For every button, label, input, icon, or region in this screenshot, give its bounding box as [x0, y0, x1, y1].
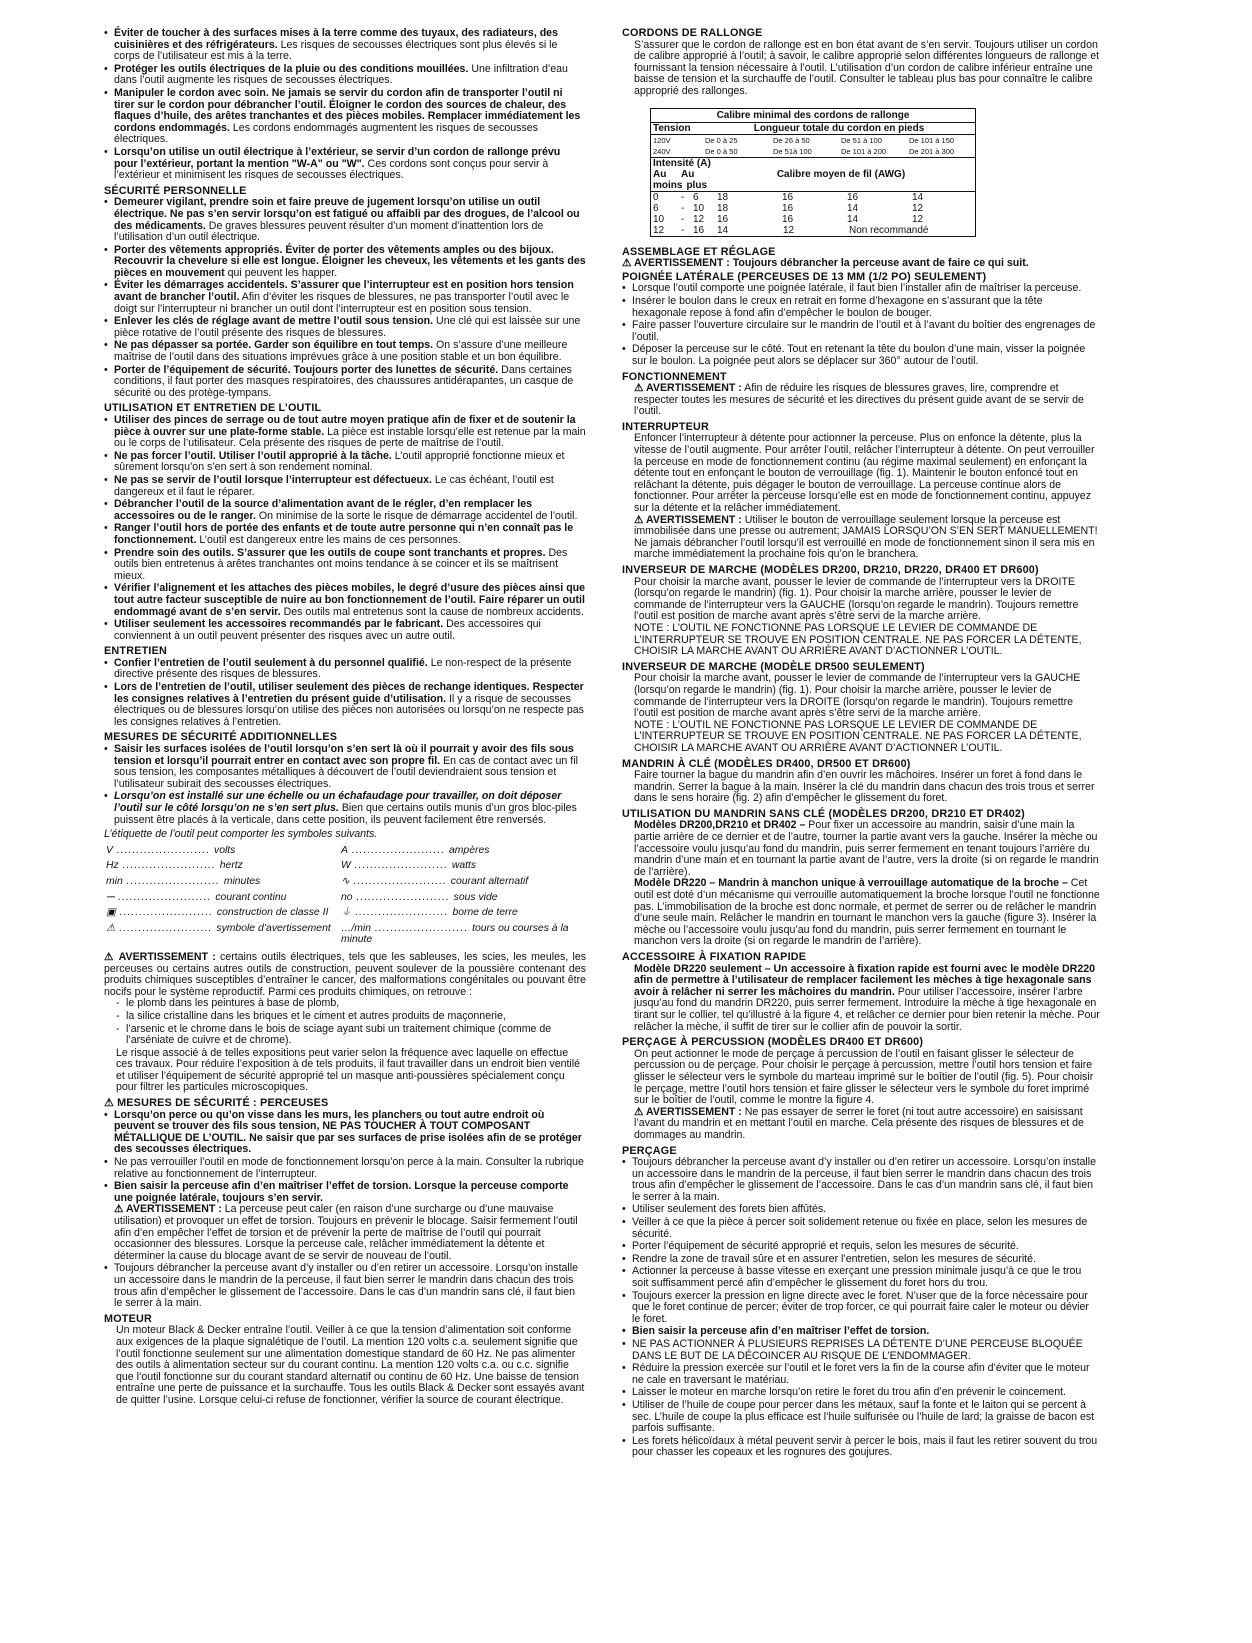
list-item: • Manipuler le cordon avec soin. Ne jamais se servir du cordon afin de transporter l’outil ni tirer sur le cordon pour débrancher l’outil. Éloigner le cordon des sources de chaleur, des flaques d’huile, des arêtes tranchantes et des pièces mobiles. Remplacer immédiatement les cordons endommagés. Les cordons endommagés augmentent les risques de secousses électriques. — [104, 88, 586, 146]
section-heading: ASSEMBLAGE ET RÉGLAGE — [622, 245, 776, 258]
right-column — [622, 28, 1100, 1460]
hammer-drilling-warning: ⚠ AVERTISSEMENT : Ne pas essayer de serrer le foret (ni tout autre accessoire) en saisissant l’avant du mandrin et en mettant l’outil en marche. Cela présente des risques de blessures et de dommages au mandrin. — [634, 1105, 1084, 1141]
list-item: • Utiliser seulement les accessoires recommandés par le fabricant. Des accessoires qui conviennent à un outil peuvent présenter des risques avec un autre outil. — [104, 619, 586, 642]
section-heading: PERÇAGE À PERCUSSION (MODÈLES DR400 ET DR600) — [622, 1036, 924, 1049]
list-item: • Lorsqu’on utilise un outil électrique à l’extérieur, se servir d’un cordon de rallonge prévu pour l’extérieur, portant la mention "W-A" ou "W". Ces cordons sont conçus pour servir à l’extérieur et minimisent les risques de secousses électriques. — [104, 147, 586, 182]
symbol-cell: ▣ ........................ construction de classe II — [106, 907, 329, 919]
hammer-drilling-paragraph: On peut actionner le mode de perçage à percussion de l’outil en faisant glisser le sélecteur de percussion ou de perçage. Pour choisir le perçage à percussion, mettre l’outil hors tension et faire glisser le sélecteur vers le symbole du marteau imprimé sur le boîtier de l’outil (fig. 5). Pour choisir le perçage, mettre l’outil hors tension et faire glisser le sélecteur vers le symbole du foret imprimé sur le boîtier de l’outil, comme le montre la figure 4. — [634, 1047, 1094, 1107]
symbol-cell: A ........................ ampères — [341, 844, 490, 856]
list-item: • Toujours exercer la pression en ligne directe avec le foret. N’user que de la force nécessaire pour que le foret continue de percer; éviter de trop forcer, ce qui pourrait faire caler le moteur ou dévier le foret. — [622, 1291, 1100, 1326]
additional-measures-list — [104, 744, 586, 826]
tool-use-list — [104, 415, 586, 642]
list-item: • Actionner la perceuse à basse vitesse en exerçant une pression minimale jusqu’à ce que le trou soit suffisamment percé afin d’empêcher le glissement du foret hors du trou. — [622, 1266, 1100, 1289]
left-column — [104, 28, 586, 1407]
list-item: • Demeurer vigilant, prendre soin et faire preuve de jugement lorsqu’on utilise un outil électrique. Ne pas s’en servir lorsqu’on est fatigué ou affaibli par des drogues, de l’alcool ou des médicaments. De graves blessures peuvent résulter d’un moment d’inattention lors de l’utilisation d’un outil électrique. — [104, 197, 586, 243]
electrical-safety-list — [104, 28, 586, 182]
list-item: • Protéger les outils électriques de la pluie ou des conditions mouillées. Une infiltration d’eau dans l’outil augmente les risques de secousses électriques. — [104, 64, 586, 87]
cord-gauge-table — [650, 108, 976, 237]
table-row: 0 - 6 18 16 16 14 — [651, 191, 975, 203]
list-item: • Prendre soin des outils. S’assurer que les outils de coupe sont tranchants et propres. Des outils bien entretenus à arêtes tranchantes ont moins tendance à se coincer et ils se maîtrisent mieux. — [104, 548, 586, 583]
list-item: • Toujours débrancher la perceuse avant d’y installer ou d’en retirer un accessoire. Lorsqu’on installe un accessoire dans le mandrin de la perceuse, il faut bien serrer le mandrin dans chacun des trois trous afin d’empêcher le glissement de l’accessoire. Dans le cas d’un mandrin sans clé, il faut bien le serrer à la main. — [104, 1263, 586, 1309]
list-item: • Toujours débrancher la perceuse avant d’y installer ou d’en retirer un accessoire. Lorsqu’on installe un accessoire dans le mandrin de la perceuse, il faut bien serrer le mandrin dans chacun des trois trous afin d’empêcher le glissement de l’accessoire. Dans le cas d’un mandrin sans clé, il faut bien le serrer à la main. — [622, 1157, 1100, 1203]
list-item: • Rendre la zone de travail sûre et en assurer l’entretien, selon les mesures de sécurité. — [622, 1254, 1100, 1266]
symbol-cell: …/min ........................ tours ou courses à la minute — [341, 922, 569, 946]
list-item: • Utiliser des pinces de serrage ou de tout autre moyen pratique afin de fixer et de soutenir la pièce à ouvrer sur une plate-forme stable. La pièce est instable lorsqu’elle est retenue par la main ou le corps de l’utilisateur. Cela présente des risques de perte de maîtrise de l’outil. — [104, 415, 586, 450]
section-heading: INTERRUPTEUR — [622, 420, 709, 433]
personal-safety-list — [104, 197, 586, 399]
list-item: • Utiliser seulement des forets bien affûtés. — [622, 1204, 1100, 1216]
warning-label: ⚠ AVERTISSEMENT : — [104, 950, 216, 963]
maintenance-list — [104, 658, 586, 729]
assembly-warning: ⚠ AVERTISSEMENT : Toujours débrancher la perceuse avant de faire ce qui suit. — [622, 257, 1029, 270]
symbols-intro: L’étiquette de l’outil peut comporter les symboles suivants. — [104, 828, 378, 841]
table-row — [104, 843, 574, 859]
symbol-cell: Hz ........................ hertz — [106, 860, 243, 872]
table-row: Intensité (A) — [651, 157, 975, 169]
list-item: • NE PAS ACTIONNER À PLUSIEURS REPRISES LA DÉTENTE D’UNE PERCEUSE BLOQUÉE DANS LE BUT DE LA DÉCOINCER AU RISQUE DE L’ENDOMMAGER. — [622, 1339, 1100, 1362]
section-heading: CORDONS DE RALLONGE — [622, 27, 763, 39]
list-item: • Les forets hélicoïdaux à métal peuvent servir à percer le bois, mais il faut les retirer souvent du trou pour chasser les copeaux et les rognures des goujures. — [622, 1436, 1100, 1459]
list-item: • Vérifier l’alignement et les attaches des pièces mobiles, le degré d’usure des pièces ainsi que tout autre facteur susceptible de nuire au bon fonctionnement de l’outil. Faire réparer un outil endommagé avant de s’en servir. Des outils mal entretenus sont la cause de nombreux accidents. — [104, 583, 586, 618]
quick-release-paragraph: Modèle DR220 seulement – Un accessoire à fixation rapide est fourni avec le modèle DR220 afin de permettre à l’utilisateur de remplacer facilement les mèches à tige hexagonale sans avoir à relâcher ni serrer les mâchoires du mandrin. Pour utiliser l’accessoire, insérer l’arbre jusqu’au fond du mandrin DR220, puis serrer fermement. Introduire la mèche à tige hexagonale en tirant sur le collier, tel qu’illustré à la figure 4, et relâcher ce dernier pour bien retenir la mèche. Pour relâcher la mèche, il suffit de tirer sur le collier afin de pouvoir la sortir. — [634, 962, 1100, 1033]
section-heading: UTILISATION ET ENTRETIEN DE L’OUTIL — [104, 402, 322, 415]
section-heading: FONCTIONNEMENT — [622, 370, 727, 383]
list-item: • Débrancher l’outil de la source d’alimentation avant de le régler, d’en remplacer les accessoires ou de le ranger. On minimise de la sorte le risque de démarrage accidentel de l’outil. — [104, 499, 586, 522]
table-row: moins plus — [653, 179, 708, 191]
side-handle-list — [622, 283, 1100, 367]
symbol-cell: V ........................ volts — [106, 844, 236, 856]
symbol-cell: no ........................ sous vide — [341, 891, 498, 903]
list-item: • Bien saisir la perceuse afin d’en maîtriser l’effet de torsion. Lorsque la perceuse comporte une poignée latérale, toujours s’en servir. ⚠ AVERTISSEMENT : La perceuse peut caler (en raison d’une surcharge ou d’une mauvaise utilisation) et provoquer un effet de torsion. Toujours en prévenir le blocage. Saisir fermement l’outil afin d’en empêcher l’effet de torsion et de prévenir la perte de maîtrise de l’outil qui pourrait occasionner des blessures. Lorsque la perceuse cale, relâcher immédiatement la détente et déterminer la cause du blocage avant de se servir de nouveau de l’outil. — [104, 1181, 586, 1262]
warning-after: Le risque associé à de telles expositions peut varier selon la fréquence avec laquelle on effectue ces travaux. Pour réduire l’exposition à de tels produits, il faut travailler dans un endroit bien ventilé et utiliser l’équipement de sécurité approprié tel un masque anti-poussières spécialement conçu pour filtrer les particules microscopiques. — [116, 1046, 581, 1094]
table-row — [104, 905, 574, 921]
symbol-cell: ⎓ ........................ courant continu — [106, 891, 287, 903]
table-row — [104, 858, 574, 874]
list-item: • Ne pas dépasser sa portée. Garder son équilibre en tout temps. On s’assure d’une meilleure maîtrise de l’outil dans des situations imprévues grâce à une position stable et un bon équilibre. — [104, 340, 586, 363]
reverse-paragraph-2: Pour choisir la marche avant, pousser le levier de commande de l’interrupteur vers la GAUCHE (lorsqu’on regarde le mandrin) (fig. 1). Pour choisir la marche arrière, pousser le levier de commande de l’interrupteur vers la DROITE (lorsqu’on regarde le mandrin). Toujours remettre l’outil est position de marche avant après s’être servi de la marche arrière. — [634, 672, 1081, 720]
list-item: • Lorsque l’outil comporte une poignée latérale, il faut bien l’installer afin de maîtriser la perceuse. — [622, 283, 1100, 295]
list-item: • Veiller à ce que la pièce à percer soit solidement retenue ou fixée en place, selon les mesures de sécurité. — [622, 1217, 1100, 1240]
list-item: • Porter des vêtements appropriés. Éviter de porter des vêtements amples ou des bijoux. Recouvrir la chevelure si elle est longue. Éloigner les cheveux, les vêtements et les gants des pièces en mouvement qui peuvent les happer. — [104, 245, 586, 280]
motor-paragraph: Un moteur Black & Decker entraîne l’outil. Veiller à ce que la tension d’alimentation soit conforme aux exigences de la plaque signalétique de l’outil. La mention 120 volts c.a. seulement signifie que l’outil fonctionne seulement sur une alimentation domestique standard de 60 Hz. Ne pas alimenter des outils à alimentation secteur sur du courant continu. La mention 120 volts c.a. ou c.c. signifie que l’outil fonctionne sur du courant standard alternatif ou continu de 60 Hz. Une baisse de tension entraîne une perte de puissance et la surchauffe. Tous les outils Black & Decker sont essayés avant de quitter l’usine. Lorsque celui-ci refuse de fonctionner, vérifier la source de courant électrique. — [116, 1324, 585, 1406]
section-heading: MANDRIN À CLÉ (MODÈLES DR400, DR500 ET DR600) — [622, 757, 911, 770]
table-row: 10 - 12 16 16 14 12 — [653, 213, 924, 225]
reverse-note-1: NOTE : L’OUTIL NE FONCTIONNE PAS LORSQUE LE LEVIER DE COMMANDE DE L’INTERRUPTEUR SE TROUVE EN POSITION CENTRALE. NE PAS FORCER LA DÉTENTE, CHOISIR LA MARCHE AVANT OU ARRIÈRE AVANT D’ACTIONNER L’OUTIL. — [634, 621, 1082, 658]
symbol-cell: ⏚ ........................ borne de terre — [341, 907, 518, 919]
symbols-table — [104, 843, 574, 948]
section-heading: MESURES DE SÉCURITÉ ADDITIONNELLES — [104, 731, 338, 744]
section-heading: UTILISATION DU MANDRIN SANS CLÉ (MODÈLES DR200, DR210 ET DR402) — [622, 807, 1025, 820]
list-item: • Insérer le boulon dans le creux en retrait en forme d’hexagone en s’assurant que la tête hexagonale repose à fond afin d’empêcher le boulon de bouger. — [622, 296, 1100, 319]
table-row — [104, 890, 574, 906]
extension-cord-paragraph: S’assurer que le cordon de rallonge est en bon état avant de s’en servir. Toujours utiliser un cordon de calibre approprié à l’outil; à savoir, le calibre approprié selon différentes longueurs de rallonge et fournissant la tension nécessaire à l’outil. L’utilisation d’un cordon de calibre inférieur entraîne une baisse de tension et la surchauffe de l’outil. Consulter le tableau plus bas pour connaître le calibre approprié des rallonges. — [634, 38, 1100, 97]
section-heading: SÉCURITÉ PERSONNELLE — [104, 184, 247, 197]
section-heading: ⚠ MESURES DE SÉCURITÉ : PERCEUSES — [104, 1097, 329, 1110]
table-row: Au Au Calibre moyen de fil (AWG) — [653, 168, 906, 180]
list-item: • Laisser le moteur en marche lorsqu’on retire le foret du trou afin d’en prévenir le coincement. — [622, 1387, 1100, 1399]
list-item: • Bien saisir la perceuse afin d’en maîtriser l’effet de torsion. — [622, 1326, 1100, 1338]
list-item: • Enlever les clés de réglage avant de mettre l’outil sous tension. Une clé qui est laissée sur une pièce rotative de l’outil présente des risques de blessures. — [104, 316, 586, 339]
list-item: • Réduire la pression exercée sur l’outil et le foret vers la fin de la course afin d’éviter que le moteur ne cale en traversant le matériau. — [622, 1363, 1100, 1386]
drilling-list — [622, 1157, 1100, 1459]
list-item: • Ne pas se servir de l’outil lorsque l’interrupteur est défectueux. Le cas échéant, l’outil est dangereux et il faut le réparer. — [104, 475, 586, 498]
list-item: • Ne pas forcer l’outil. Utiliser l’outil approprié à la tâche. L’outil approprié fonctionne mieux et sûrement lorsqu’on s’en sert à son rendement nominal. — [104, 451, 586, 474]
reverse-note-2: NOTE : L’OUTIL NE FONCTIONNE PAS LORSQUE LE LEVIER DE COMMANDE DE L’INTERRUPTEUR SE TROUVE EN POSITION CENTRALE. NE PAS FORCER LA DÉTENTE, CHOISIR LA MARCHE AVANT OU ARRIÈRE AVANT D’ACTIONNER L’OUTIL. — [634, 718, 1082, 754]
list-item: - la silice cristalline dans les briques et le ciment et autres produits de maçonnerie, — [104, 1011, 586, 1023]
section-heading: MOTEUR — [104, 1312, 152, 1325]
table-row — [104, 874, 574, 890]
list-item: • Éviter de toucher à des surfaces mises à la terre comme des tuyaux, des radiateurs, des cuisinières et des réfrigérateurs. Les risques de secousses électriques sont plus élevés si le corps de l’utilisateur est mis à la terre. — [104, 28, 586, 63]
list-item: • Confier l’entretien de l’outil seulement à du personnel qualifié. Le non-respect de la présente directive présente des risques de blessures. — [104, 658, 586, 681]
keyed-chuck-paragraph: Faire tourner la bague du mandrin afin d’en ouvrir les mâchoires. Insérer un foret à fond dans le mandrin. Serrer la bague à la main. Insérer la clé du mandrin dans chacun des trois trous et serrer dans le sens horaire (fig. 2) afin d’empêcher le glissement du foret. — [634, 769, 1095, 805]
list-item: • Porter de l’équipement de sécurité. Toujours porter des lunettes de sécurité. Dans certaines conditions, il faut porter des masques respiratoires, des chaussures antidérapantes, un casque de sécurité ou des protège-tympans. — [104, 365, 586, 400]
table-row: 6 - 10 18 16 14 12 — [653, 202, 924, 214]
reverse-paragraph-1: Pour choisir la marche avant, pousser le levier de commande de l’interrupteur vers la DROITE (lorsqu’on regarde le mandrin) (fig. 1). Pour choisir la marche arrière, pousser le levier de commande de l’interrupteur vers la GAUCHE (lorsqu’on regarde le mandrin). Toujours remettre l’outil est position de marche avant après s’être servi de la marche arrière. — [634, 575, 1079, 623]
list-item: • Ranger l’outil hors de portée des enfants et de toute autre personne qui n’en connaît pas le fonctionnement. L’outil est dangereux entre les mains de ces personnes. — [104, 523, 586, 546]
section-heading: PERÇAGE — [622, 1144, 677, 1157]
list-item: - l’arsenic et le chrome dans le bois de sciage ayant subi un traitement chimique (comme de l’arséniate de cuivre et de chrome). — [104, 1024, 586, 1047]
section-heading: ACCESSOIRE À FIXATION RAPIDE — [622, 951, 807, 963]
table-row: 240V De 0 à 50 De 51à 100 De 101 à 200 De 201 à 300 — [653, 146, 955, 156]
symbol-cell: W ........................ watts — [341, 860, 477, 872]
keyless-chuck-paragraph-1: Modèles DR200,DR210 et DR402 – Pour fixer un accessoire au mandrin, saisir d’une main la partie arrière de ce dernier et de l’autre, tourner la partie avant vers la gauche. Insérer la mèche ou l’accessoire voulu jusqu’au fond du mandrin, puis serrer fermement en tenant toujours l’arrière du mandrin d’une main et en tournant la partie avant de l’autre, vers la droite (si on regarde le mandrin de l’arrière). — [634, 819, 1099, 878]
symbol-cell: ∿ ........................ courant alternatif — [341, 875, 529, 887]
switch-warning: ⚠ AVERTISSEMENT : Utiliser le bouton de verrouillage seulement lorsque la perceuse est immobilisée dans une presse ou autrement; JAMAIS LORSQU’ON S’EN SERT MANUELLEMENT! Ne jamais débrancher l’outil lorsqu’il est verrouillé en mode de fonctionnement sinon il sera mis en marche immédiatement la prochaine fois qu’on le branchera. — [634, 513, 1098, 561]
drill-safety-list — [104, 1110, 586, 1310]
section-heading: INVERSEUR DE MARCHE (MODÈLE DR500 SEULEMENT) — [622, 660, 925, 673]
list-item: • Éviter les démarrages accidentels. S’assurer que l’interrupteur est en position hors tension avant de brancher l’outil. Afin d’éviter les risques de blessures, ne pas transporter l’outil avec le doigt sur l’interrupteur ni brancher un outil dont l’interrupteur est en position sous tension. — [104, 280, 586, 315]
list-item: • Faire passer l’ouverture circulaire sur le mandrin de l’outil et à l’avant du boîtier des engrenages de l’outil. — [622, 320, 1100, 343]
list-item: • Lorsqu’on est installé sur une échelle ou un échafaudage pour travailler, on doit déposer l’outil sur le côté lorsqu’on ne s’en sert plus. Bien que certains outils munis d’un gros bloc-piles puissent être placés à la verticale, dans cette position, ils peuvent facilement être renversés. — [104, 791, 586, 826]
keyless-chuck-paragraph-2: Modèle DR220 – Mandrin à manchon unique à verrouillage automatique de la broche – Cet outil est doté d’un mécanisme qui verrouille automatiquement la broche lorsque l’outil ne fonctionne pas. L’immobilisation de la broche est donc normale, et permet de serrer ou de relâcher le mandrin d’une seule main. Relâcher le mandrin en tournant le manchon vers la gauche (figure 3). Insérer la mèche ou l’accessoire voulu jusqu’au fond du mandrin, puis serrer fermement en tournant le manchon vers la droite (si on regarde le mandrin de l’arrière). — [634, 877, 1100, 948]
symbol-cell: ⚠ ........................ symbole d’avertissement — [106, 922, 331, 934]
list-item: • Déposer la perceuse sur le côté. Tout en retenant la tête du boulon d’une main, visser la poignée sur le boulon. La poignée peut alors se déplacer sur 360° autour de l’outil. — [622, 344, 1100, 367]
table-caption: Calibre minimal des cordons de rallonge — [716, 109, 910, 121]
list-item: - le plomb dans les peintures à base de plomb, — [104, 998, 586, 1010]
table-row: 120V De 0 à 25 De 26 à 50 De 51 à 100 De 101 à 150 — [651, 134, 975, 146]
switch-paragraph: Enfoncer l’interrupteur à détente pour actionner la perceuse. Plus on enfonce la détente, plus la vitesse de l’outil augmente. Pour arrêter l’outil, relâcher l’interrupteur à détente. On peut verrouiller la perceuse en mode de fonctionnement continu (au régime maximal seulement) en enfonçant la détente tout en enfonçant le bouton de verrouillage (fig. 1). Maintenir le bouton enfoncé tout en relâchant la détente, puis dégager le bouton de verrouillage. La perceuse continue alors de fonctionner. Pour arrêter la perceuse lorsqu’elle est en mode de fonctionnement continu, appuyez sur la détente et la relâcher immédiatement. — [634, 432, 1095, 515]
list-item: • Lorsqu’on perce ou qu’on visse dans les murs, les planchers ou tout autre endroit où peuvent se trouver des fils sous tension, NE PAS TOUCHER À TOUT COMPOSANT MÉTALLIQUE DE L’OUTIL. Ne saisir que par ses surfaces de prise isolées afin de se protéger des secousses électriques. — [104, 1110, 586, 1156]
chemicals-list — [104, 998, 586, 1046]
operation-warning: ⚠ AVERTISSEMENT : Afin de réduire les risques de blessures graves, lire, comprendre et respecter toutes les mesures de sécurité et les directives du présent guide avant de se servir de l’outil. — [634, 382, 1084, 418]
table-row — [104, 921, 574, 948]
list-item: • Porter l’équipement de sécurité approprié et requis, selon les mesures de sécurité. — [622, 1241, 1100, 1253]
list-item: • Saisir les surfaces isolées de l’outil lorsqu’on s’en sert là où il pourrait y avoir des fils sous tension et lorsqu’il pourrait entrer en contact avec son propre fil. En cas de contact avec un fil sous tension, les composantes métalliques à découvert de l’outil deviendraient sous tension et l’utilisateur subirait des secousses électriques. — [104, 744, 586, 790]
section-heading: INVERSEUR DE MARCHE (MODÈLES DR200, DR210, DR220, DR400 ET DR600) — [622, 564, 1039, 576]
list-item: • Ne pas verrouiller l’outil en mode de fonctionnement lorsqu’on perce à la main. Consulter la rubrique relative au fonctionnement de l’interrupteur. — [104, 1157, 586, 1180]
section-heading: ENTRETIEN — [104, 645, 167, 658]
list-item: • Lors de l’entretien de l’outil, utiliser seulement des pièces de rechange identiques. Respecter les consignes relatives à l’entretien du présent guide d’utilisation. Il y a risque de secousses électriques ou de blessures lorsqu’on utilise des pièces non autorisées ou lorsqu’on ne respecte pas les consignes relatives à l’entretien. — [104, 682, 586, 728]
table-row: Tension Longueur totale du cordon en pieds — [651, 122, 975, 134]
symbol-cell: min ........................ minutes — [106, 875, 261, 887]
warning-paragraph: ⚠ AVERTISSEMENT : certains outils électriques, tels que les sableuses, les scies, les meules, les perceuses ou certains autres outils de construction, peuvent soulever de la poussière contenant des produits chimiques susceptibles d’entraîner le cancer, des malformations congénitales ou pouvant être nocifs pour le système reproductif. Parmi ces produits chimiques, on retrouve : — [104, 950, 587, 998]
list-item: • Utiliser de l’huile de coupe pour percer dans les métaux, sauf la fonte et le laiton qui se percent à sec. L’huile de coupe la plus efficace est l’huile sulfurisée ou l’huile de lard; la graisse de bacon est parfois suffisante. — [622, 1400, 1100, 1435]
section-heading: POIGNÉE LATÉRALE (PERCEUSES DE 13 MM (1/2 PO) SEULEMENT) — [622, 270, 987, 283]
table-row: 12 - 16 14 12 Non recommandé — [653, 224, 929, 236]
